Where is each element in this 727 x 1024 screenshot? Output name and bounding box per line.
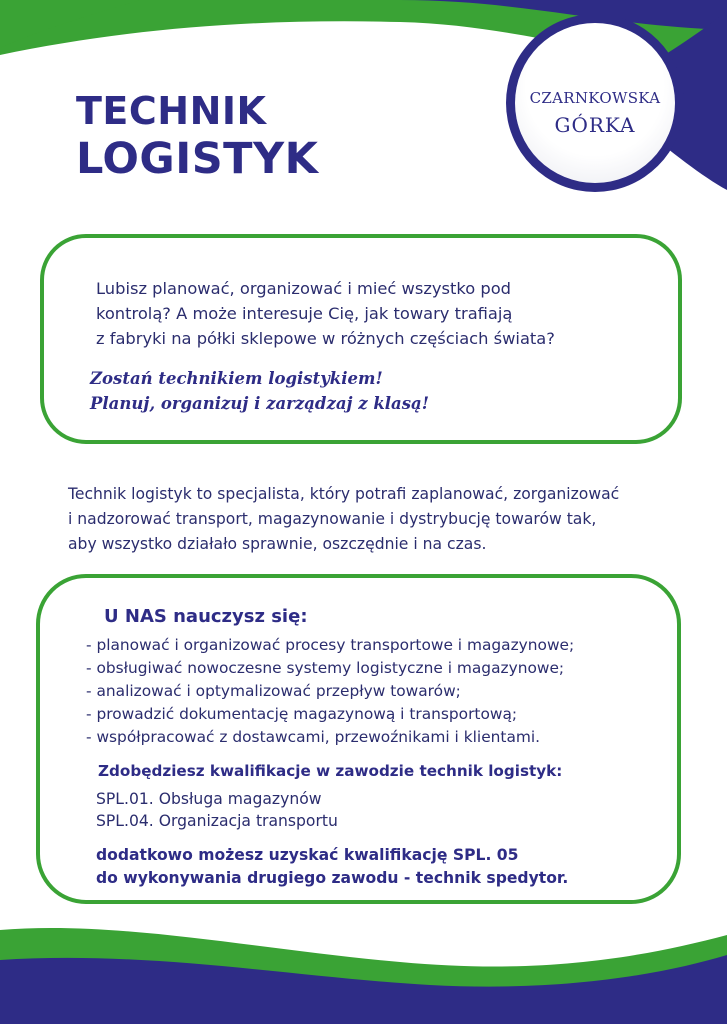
list-item: - obsługiwać nowoczesne systemy logistyczne i magazynowe; — [86, 659, 565, 677]
seal-line-2: GÓRKA — [554, 113, 636, 137]
seal-line-1: CZARNKOWSKA — [529, 89, 661, 107]
extra-line: do wykonywania drugiego zawodu - technik spedytor. — [96, 869, 569, 887]
extra-qualification — [96, 844, 568, 890]
learn-box — [36, 574, 681, 904]
qualification-list — [96, 788, 338, 832]
intro-box — [40, 234, 682, 444]
town-seal — [506, 14, 684, 192]
extra-line: dodatkowo możesz uzyskać kwalifikację SPL. 05 — [96, 846, 519, 864]
qualification-heading: Zdobędziesz kwalifikacje w zawodzie technik logistyk: — [98, 762, 563, 780]
slogan-line: Planuj, organizuj i zarządzaj z klasą! — [90, 394, 429, 413]
intro-text — [96, 276, 676, 351]
profession-description — [68, 482, 688, 557]
page-title — [76, 89, 319, 184]
slogan-line: Zostań technikiem logistykiem! — [90, 369, 383, 388]
description-line: Technik logistyk to specjalista, który potrafi zaplanować, zorganizować — [68, 485, 620, 503]
description-line: i nadzorować transport, magazynowanie i dystrybucję towarów tak, — [68, 510, 597, 528]
intro-line: Lubisz planować, organizować i mieć wszystko pod — [96, 279, 512, 298]
list-item: - współpracować z dostawcami, przewoźnikami i klientami. — [86, 728, 541, 746]
list-item: - planować i organizować procesy transportowe i magazynowe; — [86, 636, 575, 654]
learn-heading: U NAS nauczysz się: — [104, 606, 308, 627]
qualification-item: SPL.01. Obsługa magazynów — [96, 790, 322, 808]
list-item: - analizować i optymalizować przepływ towarów; — [86, 682, 461, 700]
description-line: aby wszystko działało sprawnie, oszczędnie i na czas. — [68, 535, 487, 553]
learn-list — [86, 634, 574, 749]
title-line-1: TECHNIK — [76, 89, 267, 133]
town-seal-inner — [515, 23, 675, 183]
list-item: - prowadzić dokumentację magazynową i transportową; — [86, 705, 518, 723]
intro-line: z fabryki na półki sklepowe w różnych częściach świata? — [96, 329, 555, 348]
intro-line: kontrolą? A może interesuje Cię, jak towary trafiają — [96, 304, 513, 323]
slogan — [90, 366, 429, 416]
qualification-item: SPL.04. Organizacja transportu — [96, 812, 338, 830]
title-line-2: LOGISTYK — [76, 134, 319, 184]
